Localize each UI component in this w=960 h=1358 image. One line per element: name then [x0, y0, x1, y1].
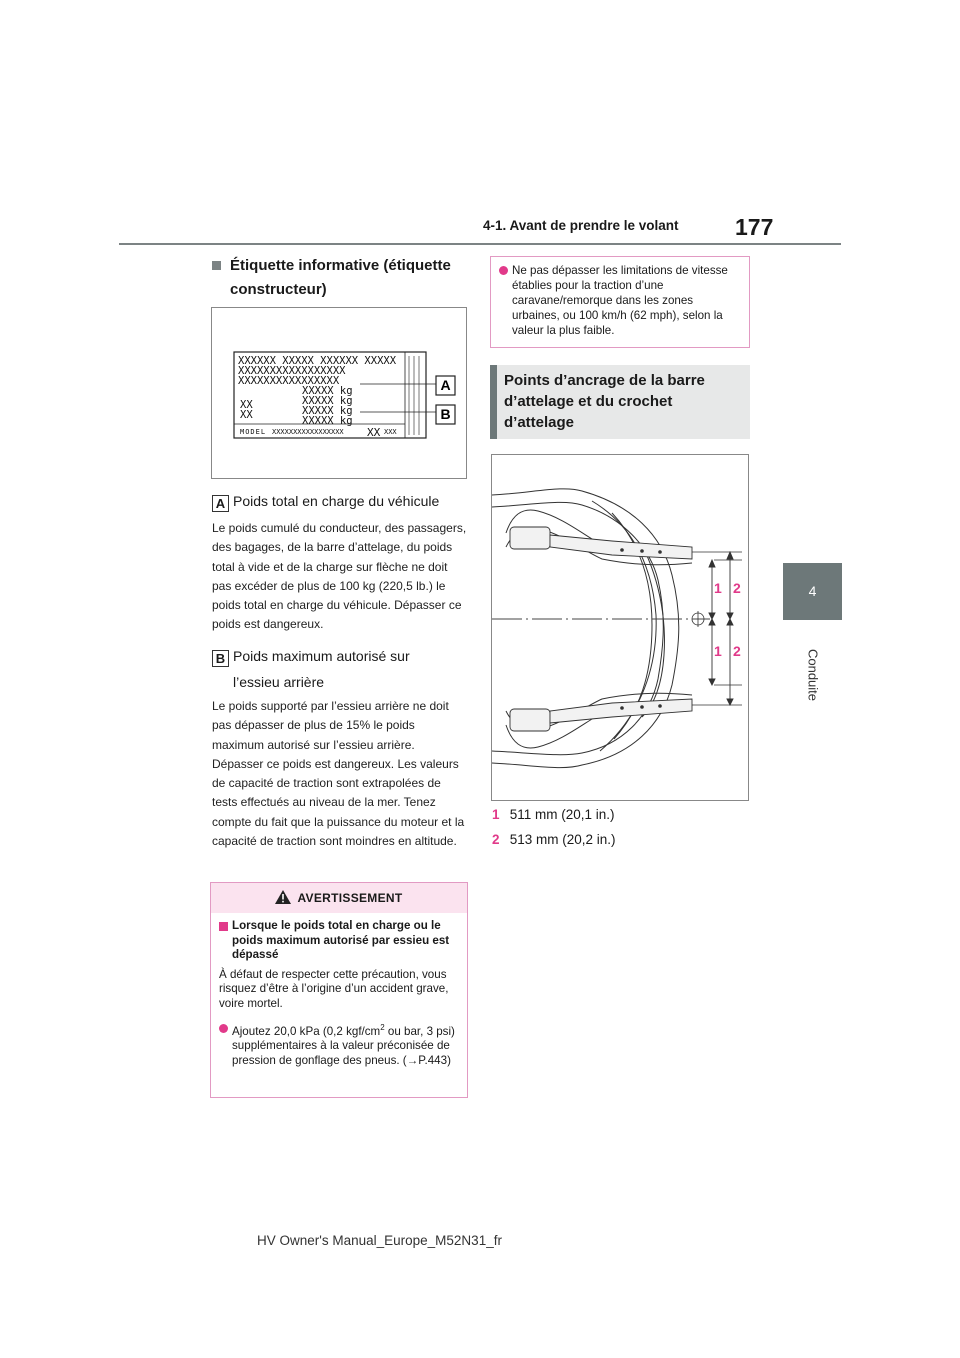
label-model: MODEL: [240, 428, 267, 436]
item-a-head: [212, 491, 468, 512]
bullet-dot-icon: [219, 1024, 228, 1033]
warning-subtitle-row: [219, 919, 459, 963]
figure-label-1-upper: 1: [714, 580, 722, 596]
header-section-title: 4-1. Avant de prendre le volant: [483, 218, 679, 233]
measurements-list: [492, 805, 748, 850]
figure-label-2-lower: 2: [733, 643, 741, 659]
label-model-xxx: XXX: [384, 428, 397, 436]
warning-bullet-row: [219, 1021, 459, 1069]
item-b-title-line1: Poids maximum autorisé sur: [233, 648, 410, 664]
measurement-num-1: 1: [492, 807, 500, 822]
label-row-4: XXXXX kg: [302, 385, 353, 397]
label-row-7: XXXXX kg: [302, 415, 353, 427]
measurement-item-1: [492, 805, 748, 825]
footer-text: HV Owner's Manual_Europe_M52N31_fr: [257, 1233, 502, 1248]
figure-label-2-upper: 2: [733, 580, 741, 596]
callout-a: A: [440, 377, 451, 393]
label-model-value: XXXXXXXXXXXXXXXXX: [272, 428, 344, 436]
chapter-number: 4: [808, 583, 817, 599]
warning-header: [211, 883, 467, 913]
warning-triangle-icon: [275, 890, 291, 904]
figure-label-1-lower: 1: [714, 643, 722, 659]
warning-title: AVERTISSEMENT: [297, 891, 403, 905]
warning-square-icon: [219, 922, 228, 931]
label-model-xx: XX: [367, 426, 381, 439]
rear-chassis-illustration: [492, 455, 748, 800]
label-row-5: XXXXX kg: [302, 395, 353, 407]
note-box: [490, 256, 750, 348]
label-row-1: XXXXXX XXXXX XXXXXX XXXXX: [238, 355, 397, 367]
label-row-3: XXXXXXXXXXXXXXXX: [238, 375, 340, 387]
warning-box: [210, 882, 468, 1098]
callout-b: B: [440, 406, 451, 422]
item-a: [212, 491, 468, 635]
section-square-icon: [212, 261, 221, 270]
warning-text: À défaut de respecter cette précaution, vous risquez d’être à l’origine d’un accident grave, voire mortel.: [219, 967, 449, 1010]
bullet-dot-icon: [499, 266, 508, 275]
item-a-text: Le poids cumulé du conducteur, des passagers, des bagages, de la barre d’attelage, du poids total à vide et de la charge sur flèche ne doit pas excéder de plus de 100 kg (220,5 lb.) le poids total en charge du véhicule. Dépasser ce poids est dangereux.: [212, 521, 467, 632]
label-left-xx-1: XX: [240, 399, 253, 411]
measurement-item-2: [492, 830, 748, 850]
note-row: [499, 263, 741, 338]
item-b-title-line2: l’essieu arrière: [233, 674, 325, 690]
warning-bullet: Ajoutez 20,0 kPa (0,2 kgf/$cm^2$ ou bar, 3 psi) supplémentaires à la valeur préconisée de pression de gonflage des pneus. (→P.443): [232, 1022, 455, 1067]
warning-subtitle: Lorsque le poids total en charge ou le poids maximum autorisé par essieu est dépassé: [232, 919, 450, 962]
label-left-xx-2: XX: [240, 409, 253, 421]
label-row-6: XXXXX kg: [302, 405, 353, 417]
heading-bar: [490, 365, 497, 439]
item-b-badge: B: [212, 650, 229, 667]
label-row-2: XXXXXXXXXXXXXXXXX: [238, 365, 346, 377]
measurement-num-2: 2: [492, 832, 500, 847]
hitch-section-heading: [490, 365, 750, 439]
section-title-label: Étiquette informative (étiquette constructeur): [212, 254, 472, 302]
item-b-text: Le poids supporté par l’essieu arrière ne doit pas dépasser de plus de 15% le poids maximum autorisé sur l’essieu arrière. Dépasser ce poids est dangereux. Les valeurs de capacité de traction sont extrapolées de tests effectués au niveau de la mer. Tenez compte du fait que la puissance du moteur et la capacité de traction sont moindres en altitude.: [212, 699, 465, 849]
item-a-badge: A: [212, 495, 229, 512]
item-a-title: Poids total en charge du véhicule: [233, 493, 440, 509]
note-text: Ne pas dépasser les limitations de vitesse établies pour la traction d’une caravane/remorque dans les zones urbaines, ou 100 km/h (62 mph), selon la valeur la plus faible.: [512, 264, 728, 337]
page-number: 177: [735, 214, 774, 240]
vehicle-label-illustration: [212, 308, 466, 478]
label-figure: [211, 307, 467, 479]
measurement-text-1: 511 mm (20,1 in.): [509, 807, 615, 822]
item-b: [212, 646, 468, 851]
hitch-heading-text: Points d’ancrage de la barre d’attelage et du crochet d’attelage: [504, 372, 705, 431]
measurement-text-2: 513 mm (20,2 in.): [509, 832, 616, 847]
chapter-tab[interactable]: [783, 563, 842, 620]
hitch-figure: [491, 454, 749, 801]
header-rule: [119, 243, 841, 245]
chapter-label: Conduite: [805, 648, 820, 702]
item-b-head: [212, 646, 468, 667]
warning-content: [211, 913, 467, 1074]
